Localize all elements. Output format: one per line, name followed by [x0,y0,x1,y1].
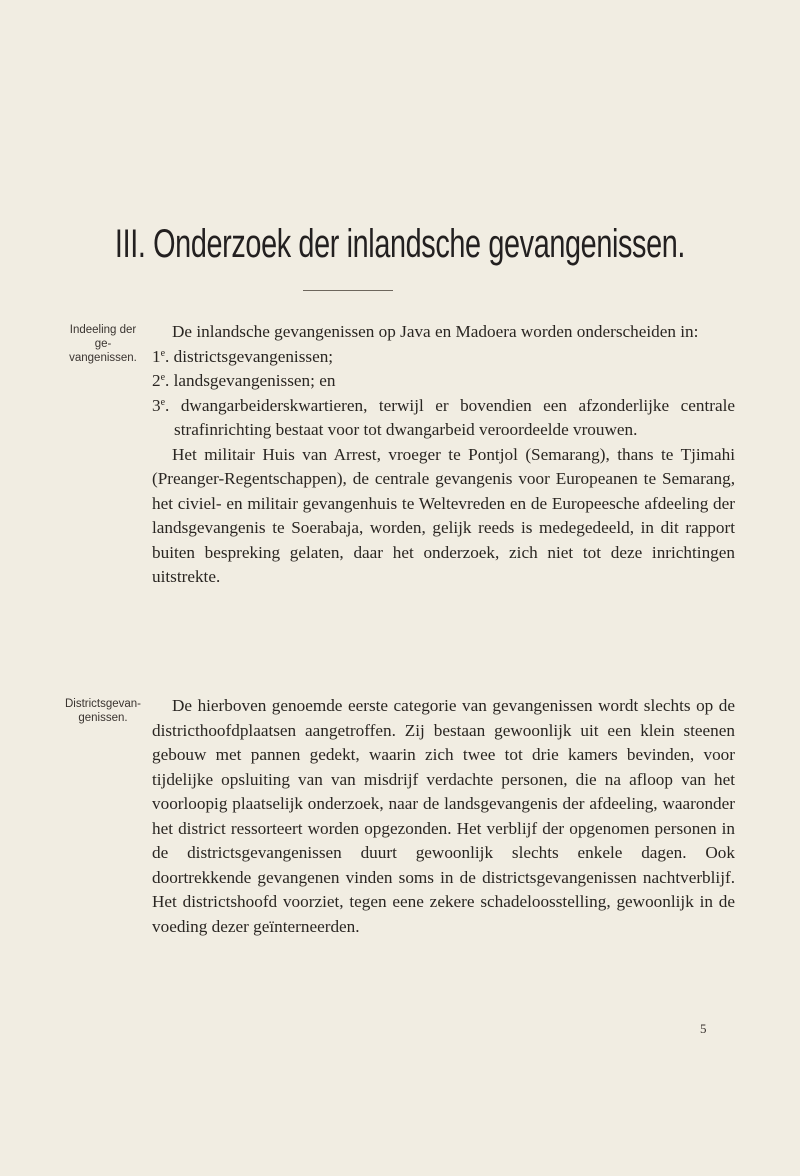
heading-rule [303,290,393,291]
section-indeeling [152,320,735,590]
margin-note-line: vangenissen. [69,352,137,364]
list-item: 2e. landsgevangenissen; en [152,371,336,390]
list-item: 1e. districtsgevangenissen; [152,346,334,366]
chapter-heading: III. Onderzoek der inlandsche gevangenissen. [114,222,686,266]
body-paragraph: De hierboven genoemde eerste categorie van gevangenissen wordt slechts op de districthoofdplaatsen aangetroffen. Zij bestaan gewoonlijk uit een klein steenen gebouw met pannen gedekt, waarin zich twee tot drie kamers bevinden, voor tijdelijke opsluiting van van misdrijf verdachte personen, die na afloop van het voorloopig plaatselijk onderzoek, naar de landsgevangenis der afdeeling, waaronder het district ressorteert worden opgezonden. Het verblijf der opgenomen personen in de districtsgevangenissen duurt gewoonlijk slechts enkele dagen. Ook doortrekkende gevangenen vinden soms in de districtsgevangenissen nachtverblijf. Het districtshoofd voorziet, tegen eene zekere schadeloosstelling, gewoonlijk in de voeding dezer geïnterneerden. [152,696,735,936]
page-number: 5 [700,1021,707,1036]
list-item: 3e. dwangarbeiderskwartieren, terwijl er bovendien een afzonderlijke centrale strafinrichting bestaat voor tot dwangarbeid veroordeelde vrouwen. [152,395,735,439]
margin-note-line: Indeeling der ge- [69,324,137,350]
margin-note-indeeling [62,323,144,365]
margin-note-line: Districtsgevan- [64,698,142,710]
body-paragraph: Het militair Huis van Arrest, vroeger te Pontjol (Semarang), thans te Tjimahi (Preanger-Regentschappen), de centrale gevangenis voor Europeanen te Semarang, het civiel- en militair gevangenhuis te Weltevreden en de Europeesche afdeeling der landsgevangenis te Soerabaja, worden, gelijk reeds is medegedeeld, in dit rapport buiten bespreking gelaten, daar het onderzoek, zich niet tot deze inrichtingen uitstrekte. [152,444,735,586]
intro-paragraph: De inlandsche gevangenissen op Java en Madoera worden onderscheiden in: [172,322,699,341]
section-districtsgevangenissen [152,694,735,939]
margin-note-districtsgevangenissen [62,697,144,725]
margin-note-line: genissen. [78,712,128,724]
